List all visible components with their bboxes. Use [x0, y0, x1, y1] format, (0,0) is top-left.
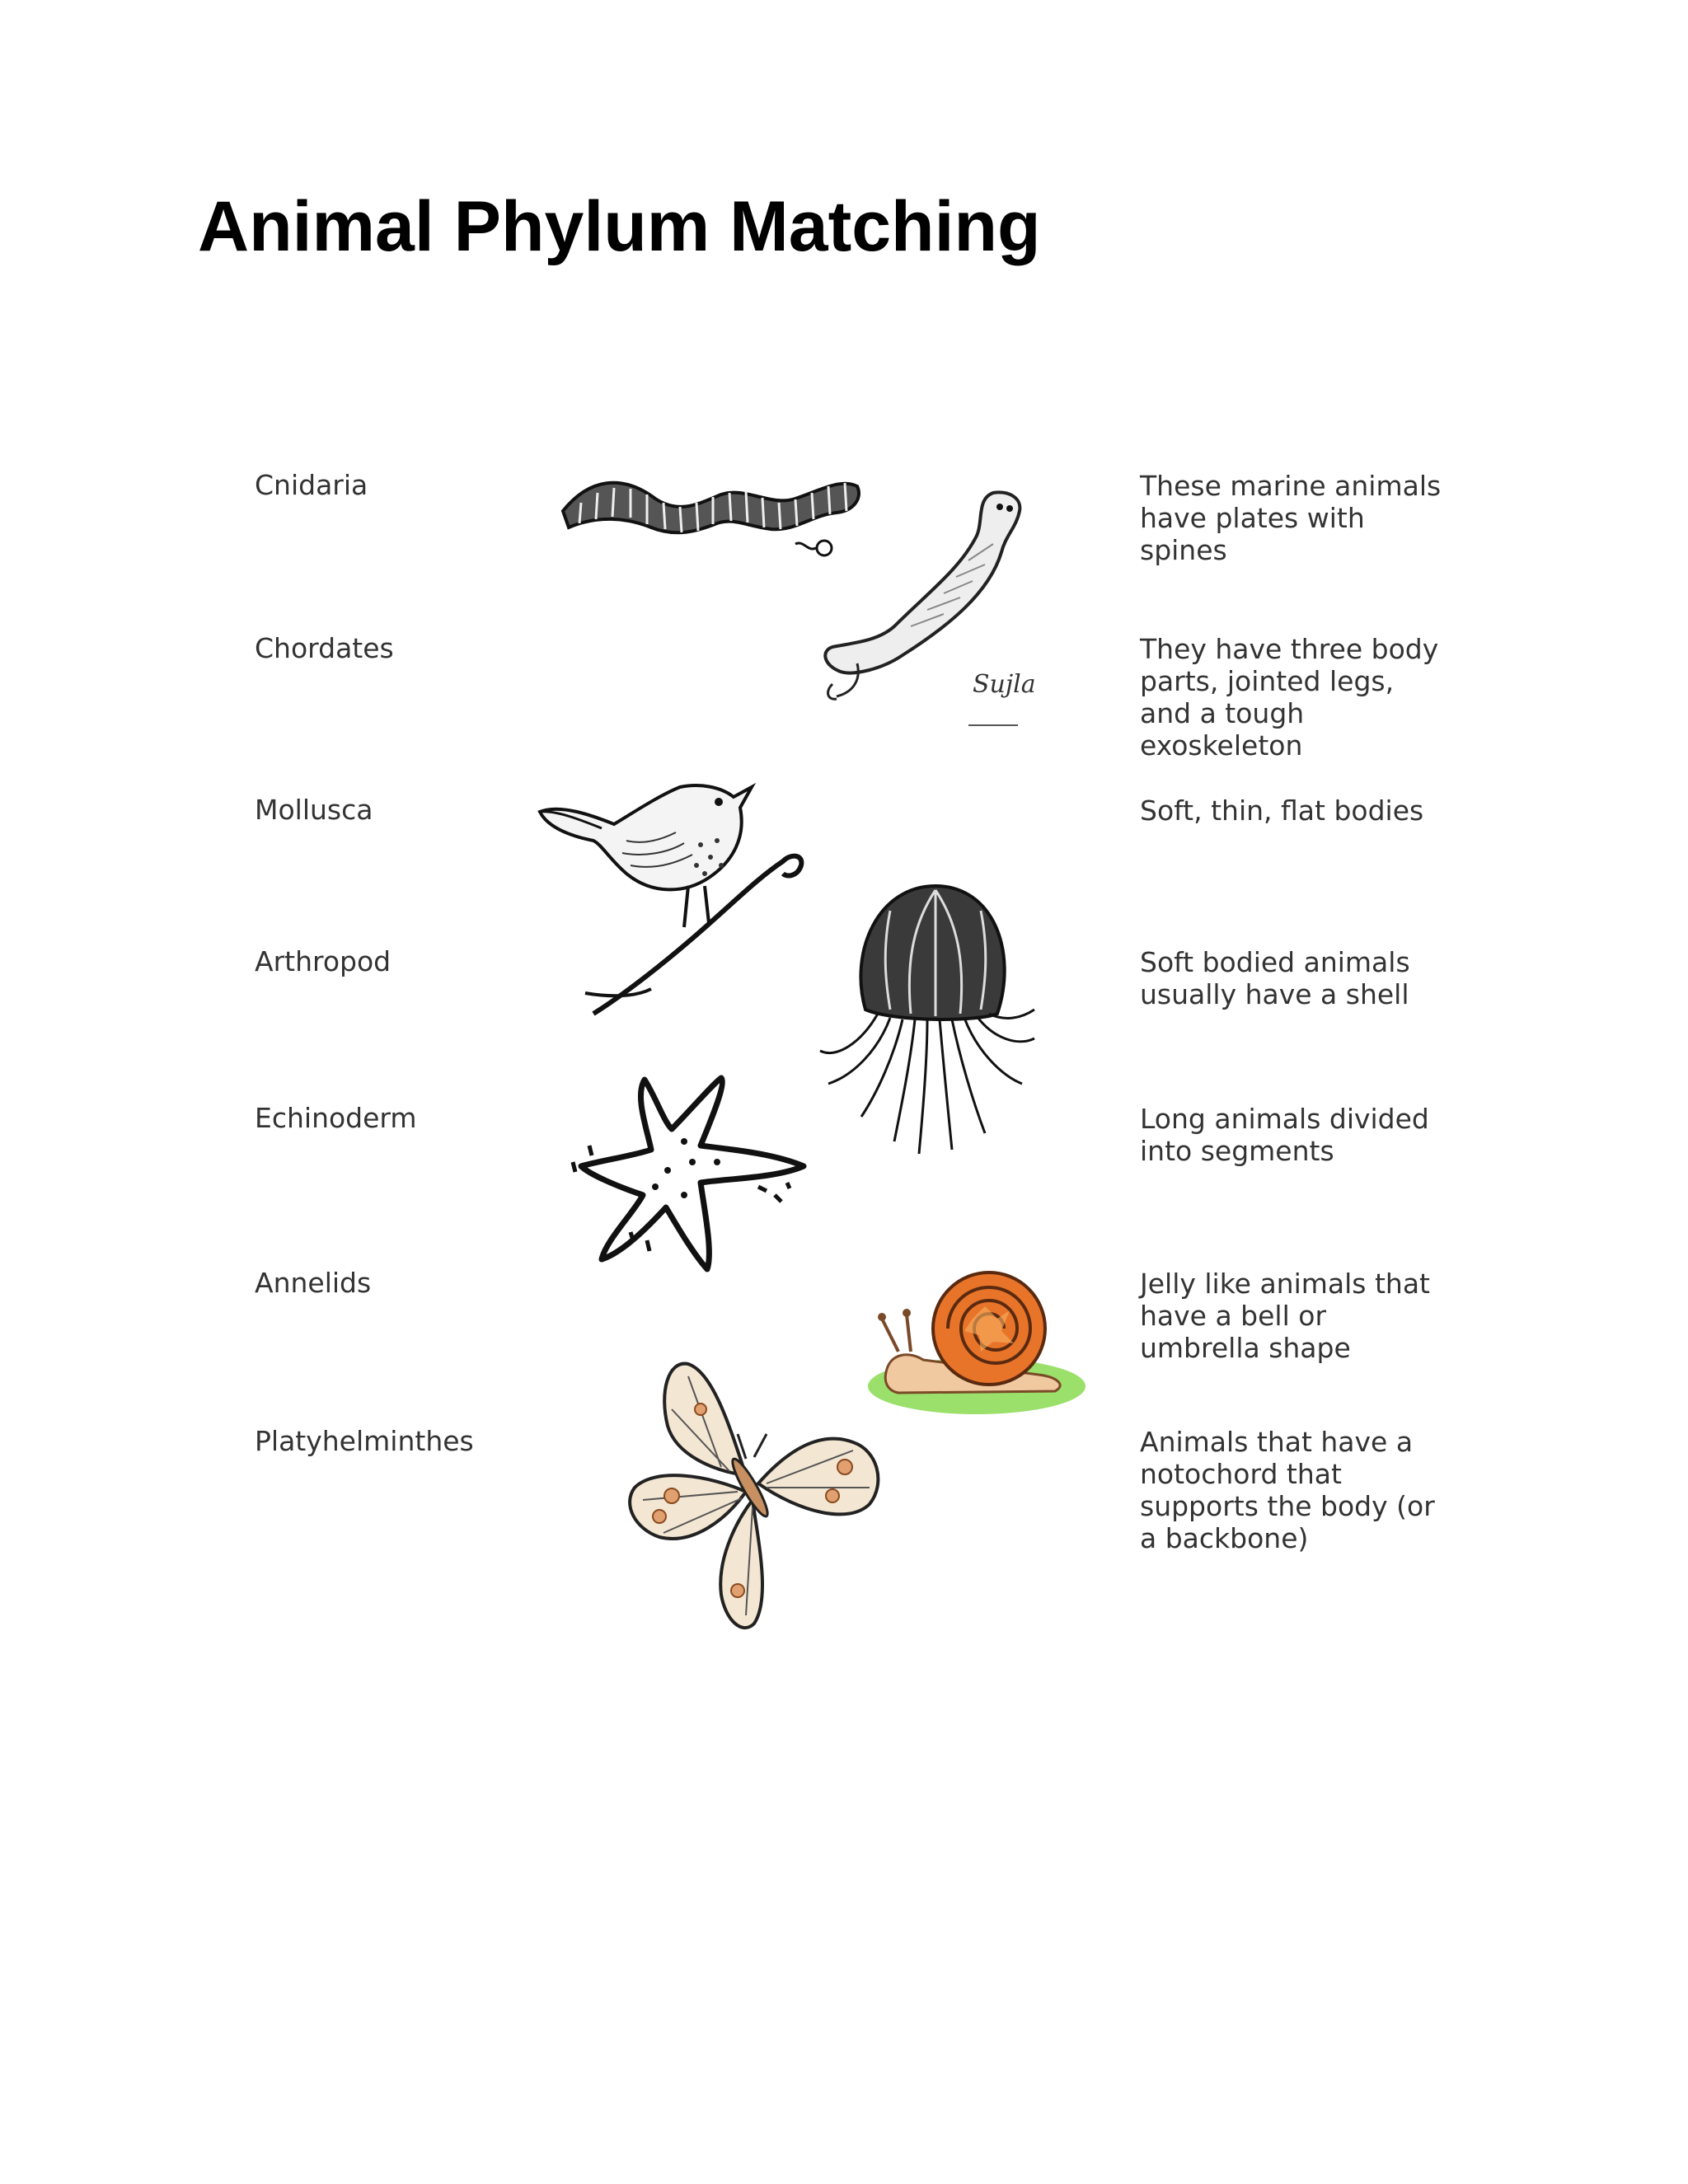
- butterfly-illustration: [622, 1352, 903, 1636]
- description-6: Jelly like animals that have a bell or umbrella shape: [1140, 1268, 1430, 1364]
- description-4: Soft bodied animals usually have a shell: [1140, 946, 1410, 1010]
- phylum-label-arthropod: Arthropod: [255, 945, 392, 977]
- phylum-label-echinoderm: Echinoderm: [255, 1102, 417, 1134]
- starfish-illustration: [569, 1063, 808, 1277]
- phylum-label-platyhelminthes: Platyhelminthes: [255, 1425, 474, 1457]
- page-title: Animal Phylum Matching: [198, 187, 1041, 266]
- phylum-label-chordates: Chordates: [255, 632, 394, 664]
- bird-on-branch-illustration: [536, 762, 849, 1026]
- description-2: They have three body parts, jointed legs, and a tough exoskeleton: [1140, 633, 1439, 762]
- description-5: Long animals divided into segments: [1140, 1103, 1429, 1167]
- flatworm-illustration: [804, 486, 1067, 733]
- phylum-label-mollusca: Mollusca: [255, 794, 373, 826]
- jellyfish-illustration: [812, 878, 1043, 1162]
- description-7: Animals that have a notochord that supports the body (or a backbone): [1140, 1426, 1435, 1554]
- description-3: Soft, thin, flat bodies: [1140, 794, 1424, 827]
- phylum-label-annelids: Annelids: [255, 1267, 372, 1299]
- artist-signature: Sujla: [973, 670, 1036, 699]
- description-1: These marine animals have plates with spines: [1140, 470, 1442, 566]
- phylum-label-cnidaria: Cnidaria: [255, 469, 368, 501]
